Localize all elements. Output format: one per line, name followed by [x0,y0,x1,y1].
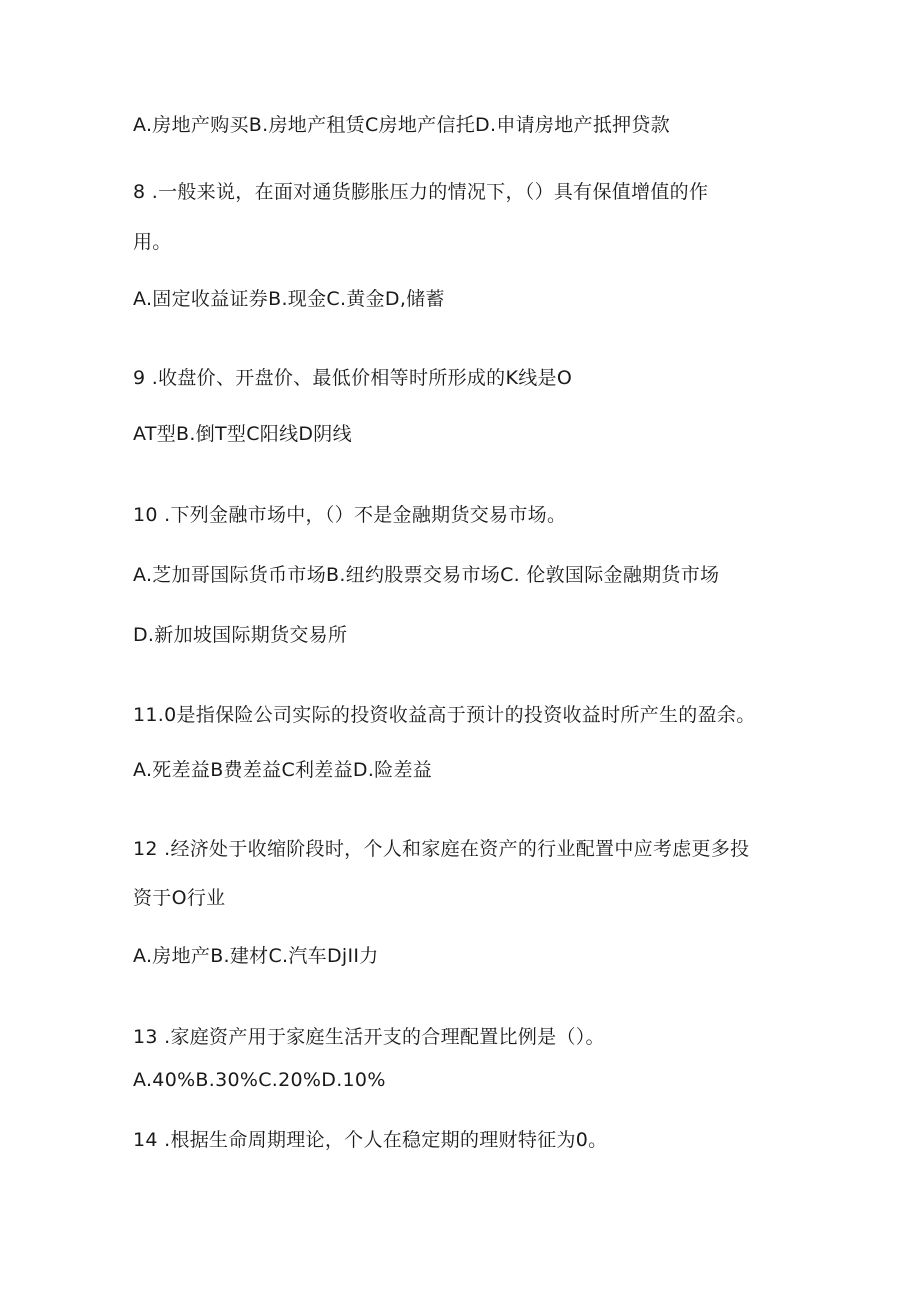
q8-stem: 8 .一般来说，在面对通货膨胀压力的情况下，（）具有保值增值的作 [133,181,709,203]
q10-options: A.芝加哥国际货币市场B.纽约股票交易市场C. 伦敦国际金融期货市场 [133,564,720,586]
q7-options: A.房地产购买B.房地产租赁C房地产信托D.申请房地产抵押贷款 [133,114,671,136]
q12-options: A.房地产B.建材C.汽车DjII力 [133,945,379,967]
q12-stem: 12 .经济处于收缩阶段时，个人和家庭在资产的行业配置中应考虑更多投 [133,838,750,860]
q9-stem: 9 .收盘价、开盘价、最低价相等时所形成的K线是O [133,367,573,389]
q13-options: A.40%B.30%C.20%D.10% [133,1069,386,1091]
q10-options-continued: D.新加坡国际期货交易所 [133,624,348,646]
q14-stem: 14 .根据生命周期理论，个人在稳定期的理财特征为0。 [133,1129,608,1151]
q8-stem-continued: 用。 [133,231,172,253]
q10-stem: 10 .下列金融市场中，（）不是金融期货交易市场。 [133,504,567,526]
q9-options: AT型B.倒T型C阳线D阴线 [133,423,352,445]
q12-stem-continued: 资于O行业 [133,887,226,909]
q11-stem: 11.0是指保险公司实际的投资收益高于预计的投资收益时所产生的盈余。 [133,704,756,726]
q11-options: A.死差益B费差益C利差益D.险差益 [133,759,433,781]
q8-options: A.固定收益证券B.现金C.黄金D,储蓄 [133,288,445,310]
q13-stem: 13 .家庭资产用于家庭生活开支的合理配置比例是（）。 [133,1026,605,1048]
